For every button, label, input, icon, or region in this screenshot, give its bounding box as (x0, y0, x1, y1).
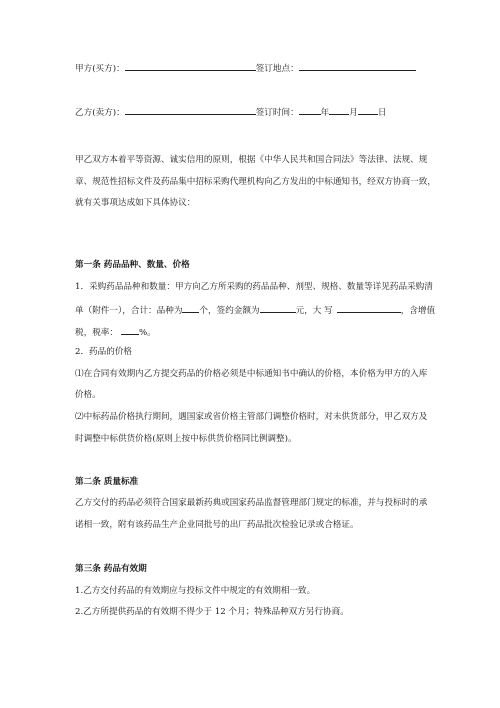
year-field[interactable] (299, 105, 321, 115)
article2-line2: 诺相一致，附有该药品生产企业同批号的出厂药品批次检验记录或合格证。 (75, 520, 359, 530)
item1-text-a: 单（附件一），合计：品种为 (75, 306, 183, 316)
year-label: 年 (320, 108, 330, 118)
item1-text-f: %。 (138, 328, 156, 338)
preamble-line-1: 甲乙双方本着平等资源、诚实信用的原则，根据《中华人民共和国合同法》等法律、法规、规 (75, 155, 428, 165)
sign-place-field[interactable] (299, 61, 416, 71)
buyer-label: 甲方(买方)： (75, 64, 125, 74)
article1-item1-line1: 1．采购药品品种和数量：甲方向乙方所采购的药品品种、剂型、规格、数量等详见药品采购清 (75, 282, 433, 292)
article2-title: 第二条 质量标准 (75, 477, 139, 487)
item1-text-e: 税，税率： (75, 328, 118, 338)
article1-sub2-line2: 时调整中标供货价格(原则上按中标供货价格同比例调整)。 (75, 434, 297, 444)
seller-label: 乙方(卖方)： (75, 108, 125, 118)
preamble-line-2: 章、规范性招标文件及药品集中招标采购代理机构向乙方发出的中标通知书，经双方协商一致， (75, 177, 436, 187)
item1-text-b: 个，签约金额为 (199, 306, 260, 316)
item1-text-c: 元，大 写 (295, 306, 333, 316)
month-label: 月 (349, 108, 358, 118)
seller-name-field[interactable] (125, 105, 256, 115)
article2-line1: 乙方交付的药品必须符合国家最新药典或国家药品监督管理部门规定的标准，并与投标时的承 (75, 498, 428, 508)
article1-sub1-line1: ⑴在合同有效期内乙方提交药品的价格必须是中标通知书中确认的价格，本价格为甲方的入库 (75, 369, 428, 379)
preamble-line-3: 就有关事项达成如下具体协议： (75, 198, 196, 208)
sign-place-label: 签订地点： (255, 64, 299, 74)
day-field[interactable] (358, 105, 378, 115)
amount-in-words-field[interactable] (337, 303, 401, 313)
article1-sub1-line2: 价格。 (75, 390, 101, 400)
article3-title: 第三条 药品有效期 (75, 564, 147, 574)
seller-line (75, 105, 387, 119)
article3-line1: 1.乙方交付药品的有效期应与投标文件中规定的有效期相一致。 (75, 586, 316, 596)
article1-title: 第一条 药品品种、数量、价格 (75, 260, 190, 270)
article1-item2: 2．药品的价格 (75, 347, 133, 357)
buyer-name-field[interactable] (125, 61, 256, 71)
article3-line2: 2.乙方所提供药品的有效期不得少于 12 个月；特殊品种双方另行协商。 (75, 607, 349, 617)
item1-text-d: ，含增值 (400, 306, 436, 316)
article1-sub2-line1: ⑵中标药品价格执行期间，遇国家或省价格主管部门调整价格时，对未供货部分，甲乙双方及 (75, 412, 428, 422)
article1-item1-line2 (75, 303, 436, 317)
day-label: 日 (377, 108, 387, 118)
buyer-line (75, 61, 416, 75)
amount-field[interactable] (260, 303, 296, 313)
month-field[interactable] (329, 105, 349, 115)
tax-rate-field[interactable] (121, 325, 139, 335)
variety-count-field[interactable] (182, 303, 199, 313)
sign-time-label: 签订时间： (255, 108, 299, 118)
article1-item1-line3 (75, 325, 425, 339)
